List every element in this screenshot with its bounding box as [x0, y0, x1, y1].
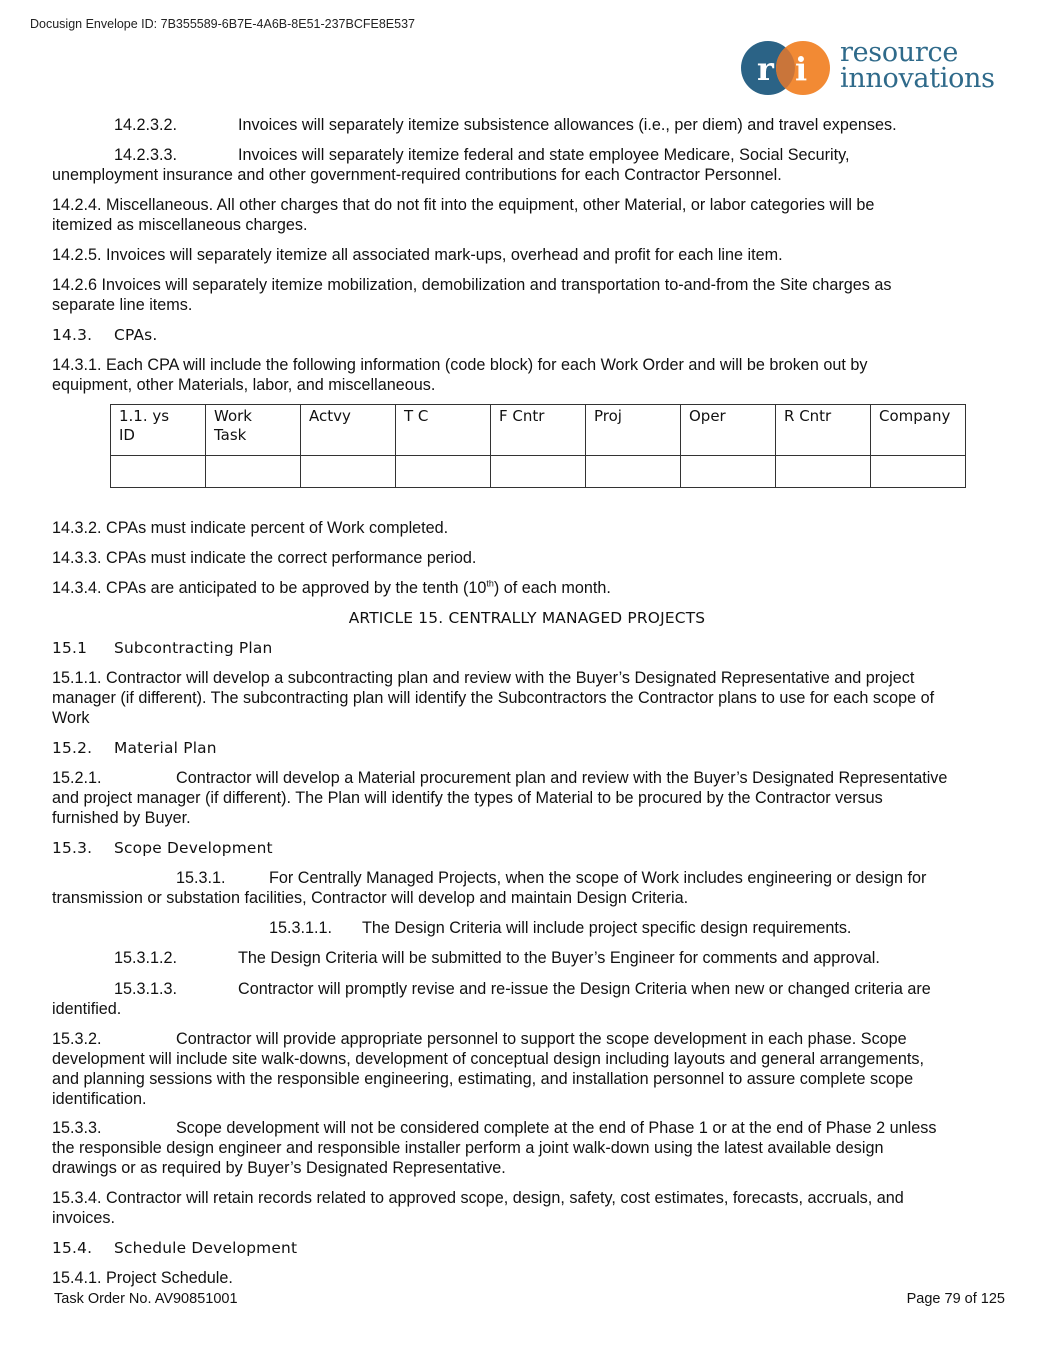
table-cell — [586, 456, 681, 488]
footer-page-number: Page 79 of 125 — [906, 1291, 1005, 1307]
table-header-row — [111, 405, 966, 456]
table-cell — [871, 456, 966, 488]
table-header-cell: Work Task — [206, 405, 301, 456]
para-15-3-1-2: 15.3.1.2. The Design Criteria will be submitted to the Buyer’s Engineer for comments and approval. — [114, 949, 880, 967]
svg-text:r: r — [757, 50, 774, 88]
table-header-cell: R Cntr — [776, 405, 871, 456]
table-row — [111, 456, 966, 488]
para-15-3-2: 15.3.2. Contractor will provide appropriate personnel to support the scope development in each phase. Scope development will include site walk-downs, development of conceptual design including layouts and general arrangements, and planning sessions with the responsible engineering, estimating, and installation personnel to assure complete scope identification. — [52, 1030, 924, 1108]
heading-15-3: 15.3. Scope Development — [52, 839, 273, 857]
table-header-cell: T C — [396, 405, 491, 456]
para-15-3-1-1: 15.3.1.1. The Design Criteria will include project specific design requirements. — [269, 919, 852, 937]
heading-15-4: 15.4. Schedule Development — [52, 1239, 298, 1257]
para-14-2-4: 14.2.4. Miscellaneous. All other charges that do not fit into the equipment, other Material, or labor categories will be itemized as miscellaneous charges. — [52, 196, 875, 234]
table-cell — [491, 456, 586, 488]
heading-15-1: 15.1 Subcontracting Plan — [52, 639, 273, 657]
para-14-3-4: 14.3.4. CPAs are anticipated to be approved by the tenth (10th) of each month. — [52, 578, 611, 597]
para-14-3-3: 14.3.3. CPAs must indicate the correct performance period. — [52, 549, 477, 567]
table-cell — [776, 456, 871, 488]
table-header-cell: Oper — [681, 405, 776, 456]
table-cell — [396, 456, 491, 488]
heading-14-3: 14.3. CPAs. — [52, 326, 158, 344]
ri-logo-mark-icon — [740, 40, 832, 96]
table-cell — [301, 456, 396, 488]
para-15-4-1: 15.4.1. Project Schedule. — [52, 1269, 233, 1287]
logo-line2: innovations — [840, 63, 995, 94]
svg-text:i: i — [795, 50, 808, 88]
article-15-heading: ARTICLE 15. CENTRALLY MANAGED PROJECTS — [348, 609, 706, 627]
para-14-3-2: 14.3.2. CPAs must indicate percent of Work completed. — [52, 519, 449, 537]
para-15-3-4: 15.3.4. Contractor will retain records related to approved scope, design, safety, cost estimates, forecasts, accruals, and invoices. — [52, 1189, 904, 1227]
para-14-2-5: 14.2.5. Invoices will separately itemize all associated mark-ups, overhead and profit for each line item. — [52, 246, 783, 264]
table-header-cell: Proj — [586, 405, 681, 456]
para-15-3-3: 15.3.3. Scope development will not be considered complete at the end of Phase 1 or at the end of Phase 2 unless the responsible design engineer and responsible installer perform a joint walk-down using the latest available design drawings or as required by Buyer’s Designated Representative. — [52, 1119, 937, 1177]
para-14-2-3-3: 14.2.3.3. Invoices will separately itemize federal and state employee Medicare, Social Security, unemployment insurance and other government-required contributions for each Contractor Personnel. — [52, 146, 850, 184]
envelope-id: Docusign Envelope ID: 7B355589-6B7E-4A6B-8E51-237BCFE8E537 — [30, 17, 415, 31]
logo-wordmark — [840, 37, 995, 94]
para-15-2-1: 15.2.1. Contractor will develop a Material procurement plan and review with the Buyer’s Designated Representative and project manager (if different). The Plan will identify the types of Material to be procured by the Contractor versus furnished by Buyer. — [52, 769, 948, 827]
code-block-table — [110, 404, 966, 488]
table-header-cell: Actvy — [301, 405, 396, 456]
para-15-3-1: 15.3.1. For Centrally Managed Projects, when the scope of Work includes engineering or design for transmission or substation facilities, Contractor will develop and maintain Design Criteria. — [52, 869, 927, 907]
table-cell — [111, 456, 206, 488]
logo-line1: resource — [840, 37, 958, 68]
footer-task-order: Task Order No. AV90851001 — [54, 1291, 238, 1307]
para-15-1-1: 15.1.1. Contractor will develop a subcontracting plan and review with the Buyer’s Designated Representative and project manager (if different). The subcontracting plan will identify the Subcontractors the Contractor plans to use for each scope of Work — [52, 669, 935, 727]
table-cell — [681, 456, 776, 488]
para-14-2-3-2: 14.2.3.2. Invoices will separately itemize subsistence allowances (i.e., per diem) and travel expenses. — [114, 116, 897, 134]
table-header-cell: 1.1. ys ID — [111, 405, 206, 456]
para-14-3-1: 14.3.1. Each CPA will include the following information (code block) for each Work Order and will be broken out by equipment, other Materials, labor, and miscellaneous. — [52, 356, 868, 394]
para-14-2-6: 14.2.6 Invoices will separately itemize mobilization, demobilization and transportation to-and-from the Site charges as separate line items. — [52, 276, 892, 314]
heading-15-2: 15.2. Material Plan — [52, 739, 217, 757]
table-cell — [206, 456, 301, 488]
table-header-cell: F Cntr — [491, 405, 586, 456]
company-logo — [740, 37, 1015, 96]
table-header-cell: Company — [871, 405, 966, 456]
para-15-3-1-3: 15.3.1.3. Contractor will promptly revise and re-issue the Design Criteria when new or changed criteria are identified. — [52, 980, 931, 1018]
